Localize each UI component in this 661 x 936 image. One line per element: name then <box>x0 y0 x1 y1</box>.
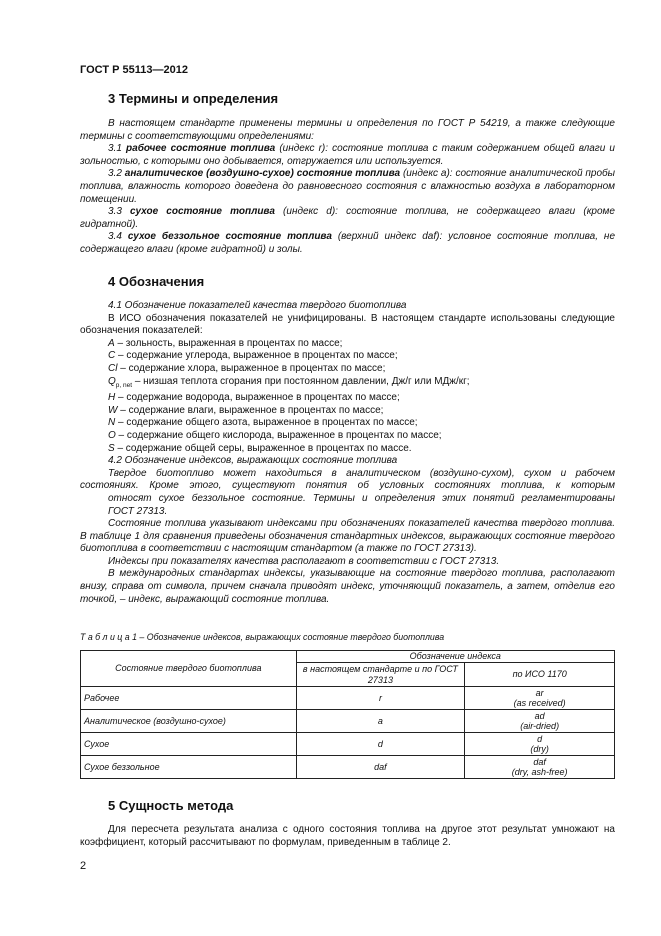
list-item: H – содержание водорода, выраженное в процентах по массе; <box>108 392 400 404</box>
section-5-body <box>80 824 615 849</box>
term-3-4: 3.4 сухое беззольное состояние топлива (верхний индекс daf): условное состояние топлива, не содержащего влаги (кроме гидратной) и золы. <box>80 231 616 255</box>
section-3-intro: В настоящем стандарте применены термины и определения по ГОСТ Р 54219, а также следующие термины с соответствующими определениями: <box>80 118 615 142</box>
subsection-4-2: 4.2 Обозначение индексов, выражающих состояние топлива <box>108 455 398 467</box>
list-item: $Q_{p, net}$ – низшая теплота сгорания при постоянном давлении, Дж/г или МДж/кг; <box>108 375 470 389</box>
table-row: Сухое d d (dry) <box>81 733 615 756</box>
list-item: A – зольность, выраженная в процентах по массе; <box>108 337 343 349</box>
list-item: C – содержание углерода, выраженное в процентах по массе; <box>108 350 398 362</box>
section-5-para-1: Для пересчета результата анализа с одного состояния топлива на другое этот результат умножают на коэффициент, который рассчитывают по формулам, приведенным в таблице 2. <box>80 824 615 848</box>
term-name: аналитическое (воздушно-сухое) состояние топлива <box>124 168 401 180</box>
list-item: N – содержание общего азота, выраженное в процентах по массе; <box>108 417 418 429</box>
term-name: сухое беззольное состояние топлива <box>127 231 332 243</box>
section-4-para-5: В международных стандартах индексы, указывающие на состояние твердого топлива, располагают внизу, справа от символа, причем сначала приводят индекс, уточняющий показатель, а затем, отделив его точкой, – индекс, выражающий состояние топлива. <box>80 568 615 605</box>
term-3-3: 3.3 сухое состояние топлива (индекс d): состояние топлива, не содержащего влаги (кроме гидратной). <box>80 206 615 230</box>
table-1 <box>80 650 615 779</box>
section-4-body <box>80 300 615 606</box>
list-item: O – содержание общего кислорода, выраженное в процентах по массе; <box>108 429 442 441</box>
list-item: Cl – содержание хлора, выраженное в процентах по массе; <box>108 362 386 374</box>
list-item: W – содержание влаги, выраженное в процентах по массе; <box>108 404 384 416</box>
table-1-caption: Т а б л и ц а 1 – Обозначение индексов, выражающих состояние твердого биотоплива <box>80 632 445 642</box>
term-name: рабочее состояние топлива <box>126 143 276 155</box>
symbol-list <box>80 338 615 455</box>
table-row: Рабочее r ar (as received) <box>81 687 615 710</box>
list-item: S – содержание общей серы, выраженное в процентах по массе. <box>108 442 412 454</box>
term-name: сухое состояние топлива <box>130 206 275 218</box>
section-4-para-3: Состояние топлива указывают индексами при обозначениях показателей качества твердого топлива. В таблице 1 для сравнения приведены обозначения стандартных индексов, выражающих состояние твердого биотоплива в соответствии с настоящим стандартом (а также по ГОСТ 27313). <box>80 518 615 555</box>
document-code: ГОСТ Р 55113—2012 <box>80 64 188 76</box>
section-4-para-2: Твердое биотопливо может находиться в аналитическом (воздушно-сухом), сухом и рабочем состояниях. Кроме этого, существуют понятия об условных состояниях топлива, к которым относят сухое беззольное состояние. Термины и определения этих понятий регламентированы ГОСТ 27313. <box>80 467 615 517</box>
table-row: Сухое беззольное daf daf (dry, ash-free) <box>81 756 615 779</box>
table-header-iso: по ИСО 1170 <box>465 663 615 687</box>
table-header-gost: в настоящем стандарте и по ГОСТ 27313 <box>296 663 465 687</box>
term-3-2: 3.2 аналитическое (воздушно-сухое) состояние топлива (индекс a): состояние аналитической пробы топлива, влажность которого доведена до равновесного состояния с влажностью воздуха в лабораторном помещении. <box>80 168 615 205</box>
term-3-1: 3.1 рабочее состояние топлива (индекс r): состояние топлива с таким содержанием общей влаги и зольностью, с которыми оно добывается, отгружается или используется. <box>80 143 615 167</box>
section-5-title: 5 Сущность метода <box>108 798 234 813</box>
section-4-title: 4 Обозначения <box>108 274 205 289</box>
table-header-group: Обозначение индекса <box>296 651 614 663</box>
table-row: Аналитическое (воздушно-сухое) a ad (air-dried) <box>81 710 615 733</box>
section-4-para-4: Индексы при показателях качества располагают в соответствии с ГОСТ 27313. <box>108 555 500 567</box>
section-4-para-1: В ИСО обозначения показателей не унифицированы. В настоящем стандарте использованы следующие обозначения показателей: <box>80 312 615 337</box>
section-3-body <box>80 118 615 257</box>
table-header-state: Состояние твердого биотоплива <box>81 651 297 687</box>
subsection-4-1: 4.1 Обозначение показателей качества твердого биотоплива <box>108 300 407 311</box>
section-3-title: 3 Термины и определения <box>108 91 279 106</box>
page-number: 2 <box>80 860 87 872</box>
